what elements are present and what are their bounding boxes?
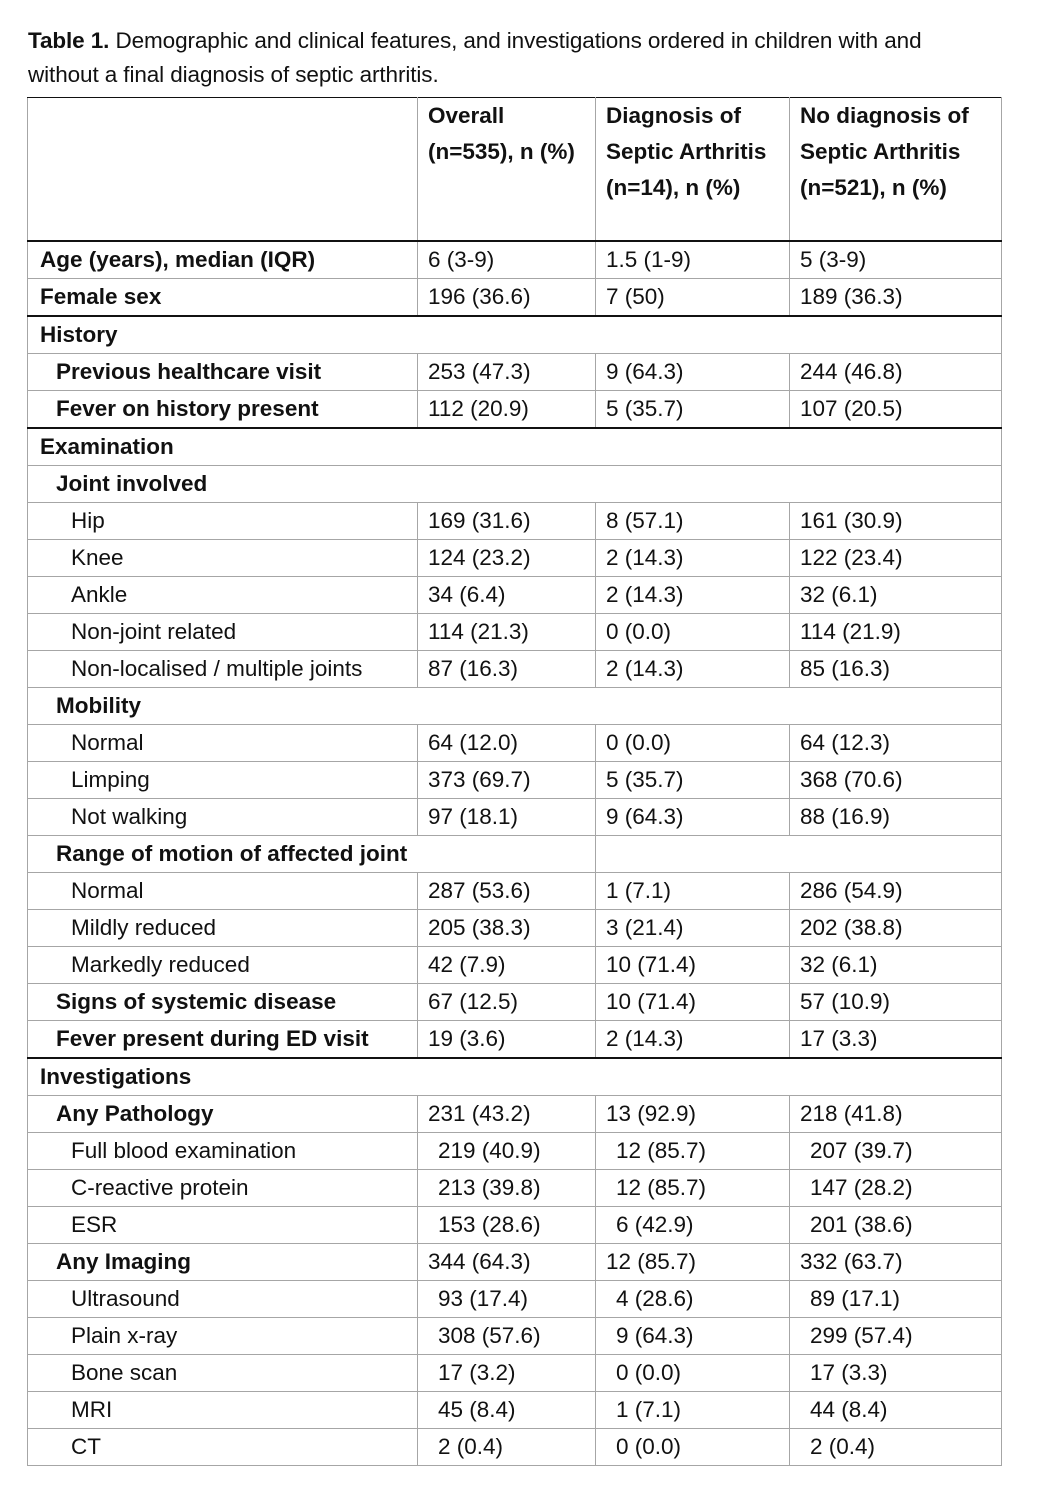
table-row xyxy=(28,316,1002,354)
no-septic-arthritis-value: 85 (16.3) xyxy=(790,651,1002,688)
section-heading: Investigations xyxy=(28,1058,1002,1096)
overall-value: 19 (3.6) xyxy=(418,1021,596,1059)
overall-value: 2 (0.4) xyxy=(418,1429,596,1466)
table-row xyxy=(28,762,1002,799)
table-caption-text: Demographic and clinical features, and investigations ordered in children with and without a final diagnosis of septic arthritis. xyxy=(28,28,922,87)
septic-arthritis-value: 8 (57.1) xyxy=(596,503,790,540)
no-septic-arthritis-value: 332 (63.7) xyxy=(790,1244,1002,1281)
row-label: Non-joint related xyxy=(28,614,418,651)
septic-arthritis-value: 12 (85.7) xyxy=(596,1170,790,1207)
no-septic-arthritis-value: 368 (70.6) xyxy=(790,762,1002,799)
no-septic-arthritis-value: 17 (3.3) xyxy=(790,1355,1002,1392)
septic-arthritis-value: 0 (0.0) xyxy=(596,725,790,762)
table-row xyxy=(28,540,1002,577)
no-septic-arthritis-value: 202 (38.8) xyxy=(790,910,1002,947)
table-row xyxy=(28,503,1002,540)
overall-value: 42 (7.9) xyxy=(418,947,596,984)
overall-value: 344 (64.3) xyxy=(418,1244,596,1281)
table-row xyxy=(28,1355,1002,1392)
overall-value: 87 (16.3) xyxy=(418,651,596,688)
septic-arthritis-value: 2 (14.3) xyxy=(596,1021,790,1059)
header-overall: Overall (n=535), n (%) xyxy=(418,98,596,242)
row-label: Ankle xyxy=(28,577,418,614)
septic-arthritis-value: 13 (92.9) xyxy=(596,1096,790,1133)
row-label: ESR xyxy=(28,1207,418,1244)
overall-value: 205 (38.3) xyxy=(418,910,596,947)
row-label: Plain x-ray xyxy=(28,1318,418,1355)
overall-value: 213 (39.8) xyxy=(418,1170,596,1207)
septic-arthritis-value: 4 (28.6) xyxy=(596,1281,790,1318)
septic-arthritis-value: 9 (64.3) xyxy=(596,1318,790,1355)
row-label: Age (years), median (IQR) xyxy=(28,241,418,279)
subsection-heading: Range of motion of affected joint xyxy=(28,836,596,873)
septic-arthritis-value: 0 (0.0) xyxy=(596,1355,790,1392)
no-septic-arthritis-value: 218 (41.8) xyxy=(790,1096,1002,1133)
table-row xyxy=(28,799,1002,836)
table-row xyxy=(28,241,1002,279)
table-row xyxy=(28,1133,1002,1170)
septic-arthritis-value: 0 (0.0) xyxy=(596,614,790,651)
overall-value: 253 (47.3) xyxy=(418,354,596,391)
overall-value: 219 (40.9) xyxy=(418,1133,596,1170)
table-row xyxy=(28,614,1002,651)
septic-arthritis-value: 2 (14.3) xyxy=(596,540,790,577)
overall-value: 97 (18.1) xyxy=(418,799,596,836)
table-row xyxy=(28,1244,1002,1281)
overall-value: 67 (12.5) xyxy=(418,984,596,1021)
table-row xyxy=(28,1207,1002,1244)
overall-value: 373 (69.7) xyxy=(418,762,596,799)
row-label: Markedly reduced xyxy=(28,947,418,984)
row-label: Knee xyxy=(28,540,418,577)
no-septic-arthritis-value: 17 (3.3) xyxy=(790,1021,1002,1059)
table-row xyxy=(28,391,1002,429)
section-heading: Examination xyxy=(28,428,1002,466)
table-row xyxy=(28,428,1002,466)
septic-arthritis-value: 1.5 (1-9) xyxy=(596,241,790,279)
no-septic-arthritis-value: 44 (8.4) xyxy=(790,1392,1002,1429)
septic-arthritis-value: 12 (85.7) xyxy=(596,1133,790,1170)
no-septic-arthritis-value: 64 (12.3) xyxy=(790,725,1002,762)
table-row xyxy=(28,910,1002,947)
table-row xyxy=(28,836,1002,873)
septic-arthritis-value: 7 (50) xyxy=(596,279,790,317)
demographics-table xyxy=(27,97,1002,1466)
row-label: Full blood examination xyxy=(28,1133,418,1170)
header-label-column xyxy=(28,98,418,242)
row-label: Ultrasound xyxy=(28,1281,418,1318)
no-septic-arthritis-value: 2 (0.4) xyxy=(790,1429,1002,1466)
table-row xyxy=(28,984,1002,1021)
no-septic-arthritis-value: 201 (38.6) xyxy=(790,1207,1002,1244)
no-septic-arthritis-value: 299 (57.4) xyxy=(790,1318,1002,1355)
overall-value: 34 (6.4) xyxy=(418,577,596,614)
row-label: Normal xyxy=(28,725,418,762)
table-row xyxy=(28,947,1002,984)
no-septic-arthritis-value: 5 (3-9) xyxy=(790,241,1002,279)
no-septic-arthritis-value: 122 (23.4) xyxy=(790,540,1002,577)
septic-arthritis-value: 10 (71.4) xyxy=(596,947,790,984)
table-row xyxy=(28,1429,1002,1466)
table-number: Table 1. xyxy=(28,28,110,53)
septic-arthritis-value: 9 (64.3) xyxy=(596,799,790,836)
no-septic-arthritis-value: 189 (36.3) xyxy=(790,279,1002,317)
septic-arthritis-value: 6 (42.9) xyxy=(596,1207,790,1244)
row-label: Not walking xyxy=(28,799,418,836)
no-septic-arthritis-value: 161 (30.9) xyxy=(790,503,1002,540)
overall-value: 124 (23.2) xyxy=(418,540,596,577)
row-label: Signs of systemic disease xyxy=(28,984,418,1021)
table-row xyxy=(28,1318,1002,1355)
table-row xyxy=(28,873,1002,910)
table-body xyxy=(28,241,1002,1466)
septic-arthritis-value: 5 (35.7) xyxy=(596,391,790,429)
row-label: Female sex xyxy=(28,279,418,317)
septic-arthritis-value: 0 (0.0) xyxy=(596,1429,790,1466)
no-septic-arthritis-value: 57 (10.9) xyxy=(790,984,1002,1021)
row-label: Hip xyxy=(28,503,418,540)
overall-value: 114 (21.3) xyxy=(418,614,596,651)
overall-value: 169 (31.6) xyxy=(418,503,596,540)
overall-value: 231 (43.2) xyxy=(418,1096,596,1133)
no-septic-arthritis-value: 207 (39.7) xyxy=(790,1133,1002,1170)
row-label: Mildly reduced xyxy=(28,910,418,947)
table-row xyxy=(28,354,1002,391)
overall-value: 17 (3.2) xyxy=(418,1355,596,1392)
overall-value: 93 (17.4) xyxy=(418,1281,596,1318)
overall-value: 112 (20.9) xyxy=(418,391,596,429)
overall-value: 153 (28.6) xyxy=(418,1207,596,1244)
row-label: Any Imaging xyxy=(28,1244,418,1281)
table-row xyxy=(28,279,1002,317)
table-header-row xyxy=(28,98,1002,242)
table-row xyxy=(28,725,1002,762)
row-label: Any Pathology xyxy=(28,1096,418,1133)
no-septic-arthritis-value: 147 (28.2) xyxy=(790,1170,1002,1207)
overall-value: 64 (12.0) xyxy=(418,725,596,762)
septic-arthritis-value: 3 (21.4) xyxy=(596,910,790,947)
overall-value: 287 (53.6) xyxy=(418,873,596,910)
row-label: Non-localised / multiple joints xyxy=(28,651,418,688)
table-caption xyxy=(28,24,988,92)
section-heading: History xyxy=(28,316,1002,354)
row-label: Fever present during ED visit xyxy=(28,1021,418,1059)
subsection-heading: Mobility xyxy=(28,688,1002,725)
no-septic-arthritis-value: 244 (46.8) xyxy=(790,354,1002,391)
table-row xyxy=(28,1058,1002,1096)
table-row xyxy=(28,466,1002,503)
no-septic-arthritis-value: 89 (17.1) xyxy=(790,1281,1002,1318)
septic-arthritis-value: 12 (85.7) xyxy=(596,1244,790,1281)
row-label: MRI xyxy=(28,1392,418,1429)
row-label: Limping xyxy=(28,762,418,799)
no-septic-arthritis-value: 32 (6.1) xyxy=(790,947,1002,984)
septic-arthritis-value: 1 (7.1) xyxy=(596,1392,790,1429)
subsection-heading: Joint involved xyxy=(28,466,1002,503)
table-row xyxy=(28,1096,1002,1133)
table-row xyxy=(28,577,1002,614)
overall-value: 6 (3-9) xyxy=(418,241,596,279)
row-label: Previous healthcare visit xyxy=(28,354,418,391)
overall-value: 308 (57.6) xyxy=(418,1318,596,1355)
no-septic-arthritis-value: 32 (6.1) xyxy=(790,577,1002,614)
septic-arthritis-value: 5 (35.7) xyxy=(596,762,790,799)
table-row xyxy=(28,688,1002,725)
no-septic-arthritis-value: 88 (16.9) xyxy=(790,799,1002,836)
empty-cell xyxy=(596,836,1002,873)
table-row xyxy=(28,1170,1002,1207)
overall-value: 196 (36.6) xyxy=(418,279,596,317)
septic-arthritis-value: 9 (64.3) xyxy=(596,354,790,391)
septic-arthritis-value: 1 (7.1) xyxy=(596,873,790,910)
table-row xyxy=(28,1021,1002,1059)
header-no-septic-arthritis: No diagnosis of Septic Arthritis (n=521), n (%) xyxy=(790,98,1002,242)
row-label: Bone scan xyxy=(28,1355,418,1392)
table-row xyxy=(28,651,1002,688)
septic-arthritis-value: 2 (14.3) xyxy=(596,577,790,614)
no-septic-arthritis-value: 286 (54.9) xyxy=(790,873,1002,910)
overall-value: 45 (8.4) xyxy=(418,1392,596,1429)
table-row xyxy=(28,1392,1002,1429)
septic-arthritis-value: 2 (14.3) xyxy=(596,651,790,688)
row-label: Fever on history present xyxy=(28,391,418,429)
no-septic-arthritis-value: 107 (20.5) xyxy=(790,391,1002,429)
no-septic-arthritis-value: 114 (21.9) xyxy=(790,614,1002,651)
header-septic-arthritis: Diagnosis of Septic Arthritis (n=14), n (%) xyxy=(596,98,790,242)
row-label: Normal xyxy=(28,873,418,910)
table-row xyxy=(28,1281,1002,1318)
row-label: CT xyxy=(28,1429,418,1466)
row-label: C-reactive protein xyxy=(28,1170,418,1207)
septic-arthritis-value: 10 (71.4) xyxy=(596,984,790,1021)
